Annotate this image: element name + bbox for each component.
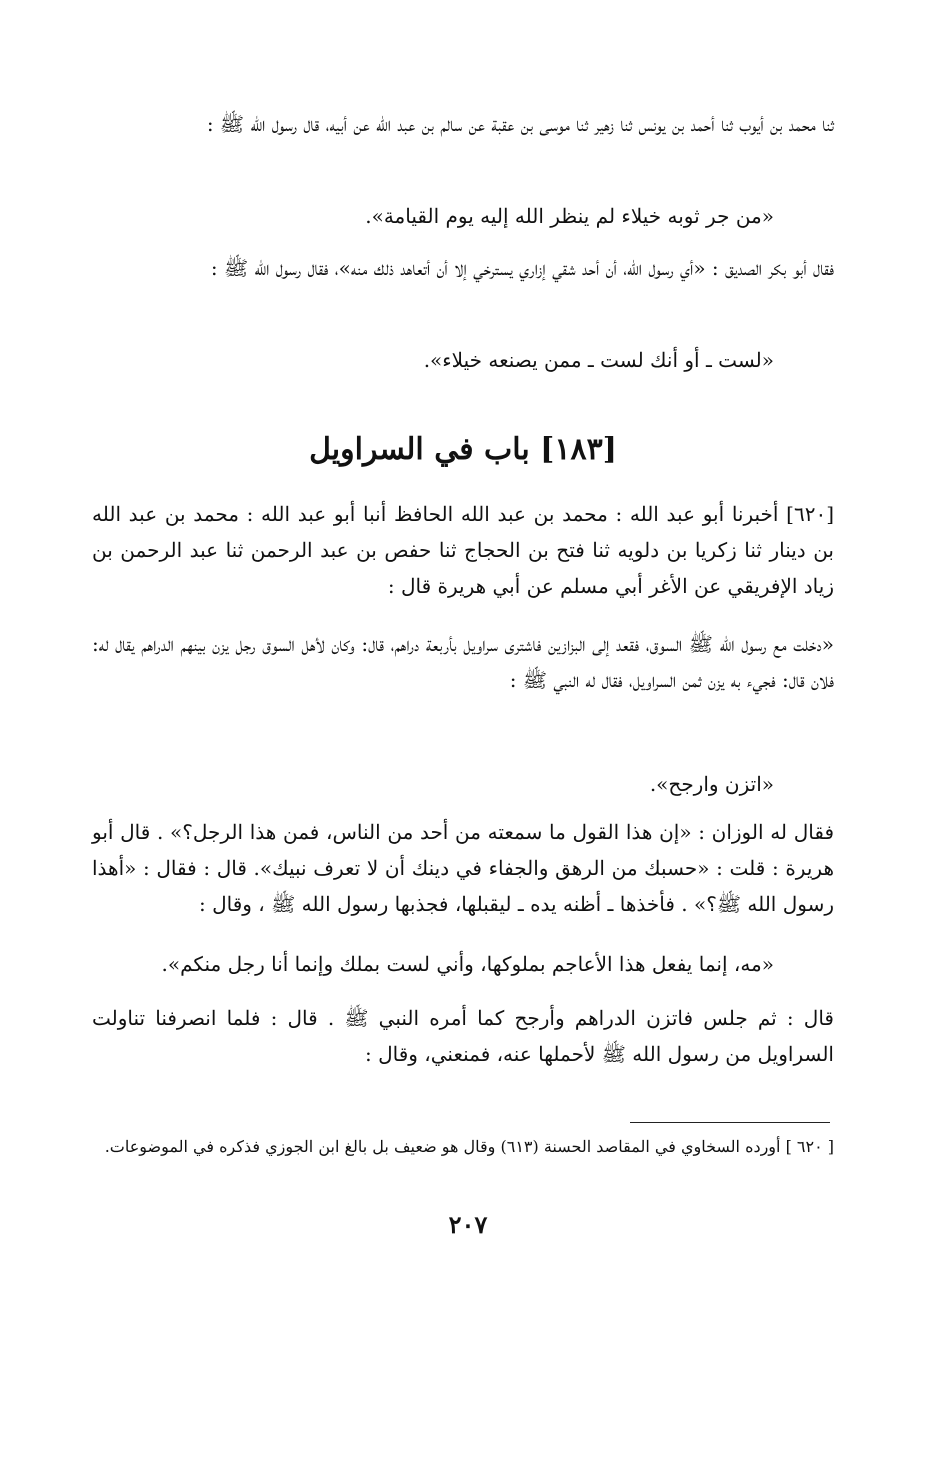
footnote-620: [ ٦٢٠ ] أورده السخاوي في المقاصد الحسنة (٦١٣) وقال هو ضعيف بل بالغ ابن الجوزي فذكره في الموضوعات. (104, 1137, 834, 1156)
hadith-quote-3: «اتزن وارجح». (649, 772, 774, 796)
hadith-quote-2: «لست ـ أو أنك لست ـ ممن يصنعه خيلاء». (423, 348, 774, 372)
hadith-quote-1: «من جر ثوبه خيلاء لم ينظر الله إليه يوم القيامة». (365, 204, 774, 228)
page-number: ٢٠٧ (448, 1210, 488, 1239)
paragraph-isnad-620: [٦٢٠] أخبرنا أبو عبد الله : محمد بن عبد الله الحافظ أنبا أبو عبد الله : محمد بن عبد الله بن دينار ثنا زكريا بن دلويه ثنا فتح بن الحجاج ثنا حفص بن عبد الرحمن ثنا عبد الرحمن بن زياد الإفريقي عن الأغر أبي مسلم عن أبي هريرة قال : (92, 502, 834, 598)
chapter-heading: [١٨٣] باب في السراويل (309, 432, 617, 467)
paragraph-weigher: فقال له الوزان : «إن هذا القول ما سمعته من أحد من الناس، فمن هذا الرجل؟» . قال أبو هريرة : قلت : «حسبك من الرهق والجفاء في دينك أن لا تعرف نبيك». قال : فقال : «أهذا رسول الله ﷺ؟» . فأخذها ـ أظنه يده ـ ليقبلها، فجذبها رسول الله ﷺ ، وقال : (92, 820, 834, 916)
paragraph-isnad-1: ثنا محمد بن أيوب ثنا أحمد بن يونس ثنا زهير ثنا موسى بن عقبة عن سالم بن عبد الله عن أبيه، قال رسول الله ﷺ : (206, 112, 834, 136)
paragraph-market-story: «دخلت مع رسول الله ﷺ السوق، فقعد إلى البزازين فاشترى سراويل بأربعة دراهم، قال: وكان لأهل السوق رجل يزن بينهم الدراهم يقال له: فلان قال: فجيء به يزن ثمن السراويل، فقال له النبي ﷺ : (92, 632, 834, 692)
paragraph-closing: قال : ثم جلس فاتزن الدراهم وأرجح كما أمره النبي ﷺ . قال : فلما انصرفنا تناولت السراويل من رسول الله ﷺ لأحملها عنه، فمنعني، وقال : (92, 1006, 834, 1066)
hadith-quote-4: «مه، إنما يفعل هذا الأعاجم بملوكها، وأني لست بملك وإنما أنا رجل منكم». (161, 952, 774, 976)
footnote-divider (630, 1122, 830, 1123)
paragraph-abu-bakr: فقال أبو بكر الصديق : «أي رسول الله، أن أحد شقي إزاري يسترخي إلا أن أتعاهد ذلك منه»، فقال رسول الله ﷺ : (210, 256, 834, 280)
